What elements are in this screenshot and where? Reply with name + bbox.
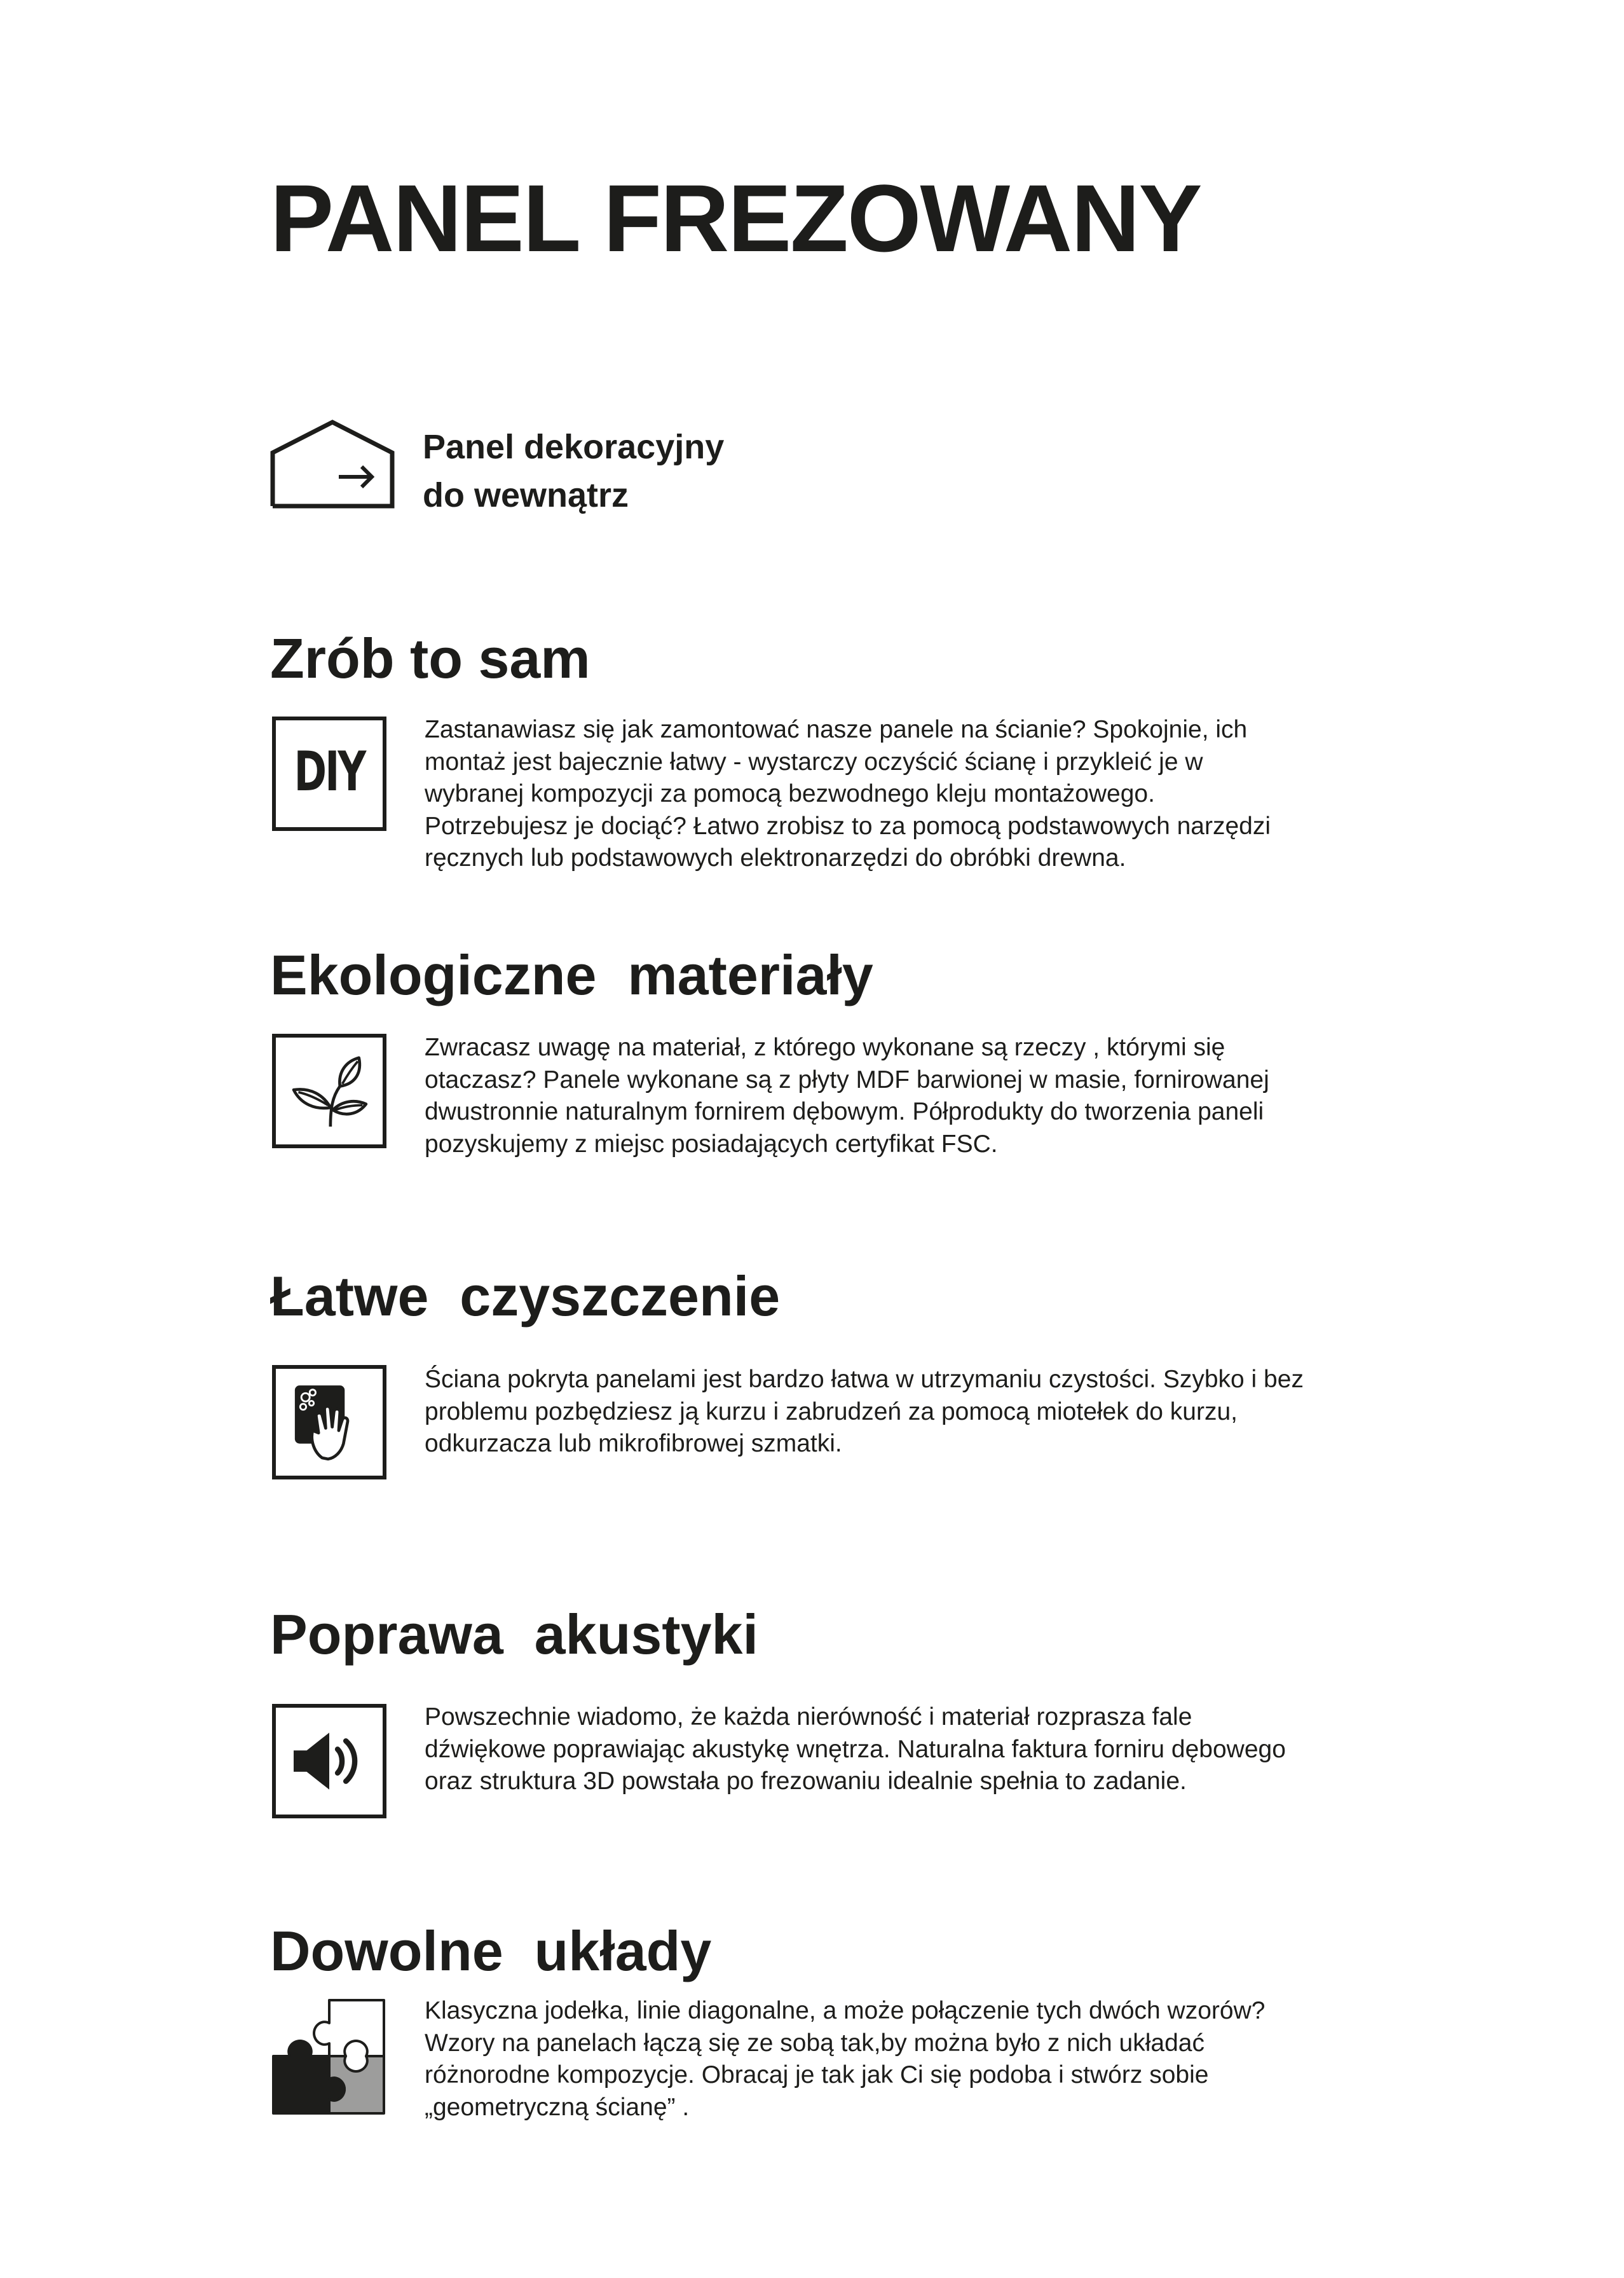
body-line: Zastanawiasz się jak zamontować nasze panele na ścianie? Spokojnie, ich [425,716,1248,743]
page-title: PANEL FREZOWANY [270,165,1201,271]
body-line: wybranej kompozycji za pomocą bezwodnego kleju montażowego. [425,780,1155,807]
body-line: dwustronnie naturalnym fornirem dębowym. Półprodukty do tworzenia paneli [425,1098,1264,1125]
section-heading-acoustics: Poprawa akustyki [270,1603,758,1666]
body-line: Powszechnie wiadomo, że każda nierówność i materiał rozprasza fale [425,1703,1192,1731]
leaf-icon [272,1034,386,1148]
section-body-layouts [425,1995,1378,2124]
section-body-acoustics [425,1701,1378,1798]
body-line: oraz struktura 3D powstała po frezowaniu idealnie spełnia to zadanie. [425,1767,1187,1795]
badge-label-line-1: Panel dekoracyjny [423,428,725,466]
section-heading-eco: Ekologiczne materiały [270,943,873,1006]
section-heading-cleaning: Łatwe czyszczenie [270,1265,781,1328]
body-line: otaczasz? Panele wykonane są z płyty MDF barwionej w masie, fornirowanej [425,1066,1269,1094]
body-line: „geometryczną ścianę” . [425,2093,690,2121]
body-line: odkurzacza lub mikrofibrowej szmatki. [425,1430,842,1457]
puzzle-icon [271,1998,386,2116]
section-body-eco [425,1032,1378,1160]
cleaning-hand-icon [272,1365,386,1479]
body-line: ręcznych lub podstawowych elektronarzędzi do obróbki drewna. [425,844,1126,872]
section-heading-layouts: Dowolne układy [270,1919,712,1982]
badge-label-line-2: do wewnątrz [423,476,629,514]
section-heading-diy: Zrób to sam [270,627,590,690]
speaker-icon [272,1704,386,1818]
body-line: Zwracasz uwagę na materiał, z którego wykonane są rzeczy , którymi się [425,1034,1225,1061]
section-body-diy [425,714,1378,875]
body-line: Klasyczna jodełka, linie diagonalne, a może połączenie tych dwóch wzorów? [425,1997,1266,2024]
body-line: Wzory na panelach łączą się ze sobą tak,by można było z nich układać [425,2029,1204,2057]
body-line: problemu pozbędziesz ją kurzu i zabrudzeń za pomocą miotełek do kurzu, [425,1397,1238,1425]
diy-icon-text: DIY [294,740,365,804]
body-line: Potrzebujesz je dociąć? Łatwo zrobisz to za pomocą podstawowych narzędzi [425,812,1271,840]
body-line: różnorodne kompozycje. Obracaj je tak jak Ci się podoba i stwórz sobie [425,2061,1209,2089]
diy-icon [272,717,386,831]
body-line: montaż jest bajecznie łatwy - wystarczy oczyścić ścianę i przykleić je w [425,748,1203,776]
body-line: Ściana pokryta panelami jest bardzo łatwa w utrzymaniu czystości. Szybko i bez [425,1366,1304,1393]
body-line: dźwiękowe poprawiając akustykę wnętrza. Naturalna faktura forniru dębowego [425,1735,1286,1763]
section-body-cleaning [425,1364,1378,1460]
badge-label [423,423,724,519]
house-arrow-icon [270,420,395,509]
body-line: pozyskujemy z miejsc posiadających certyfikat FSC. [425,1130,998,1158]
